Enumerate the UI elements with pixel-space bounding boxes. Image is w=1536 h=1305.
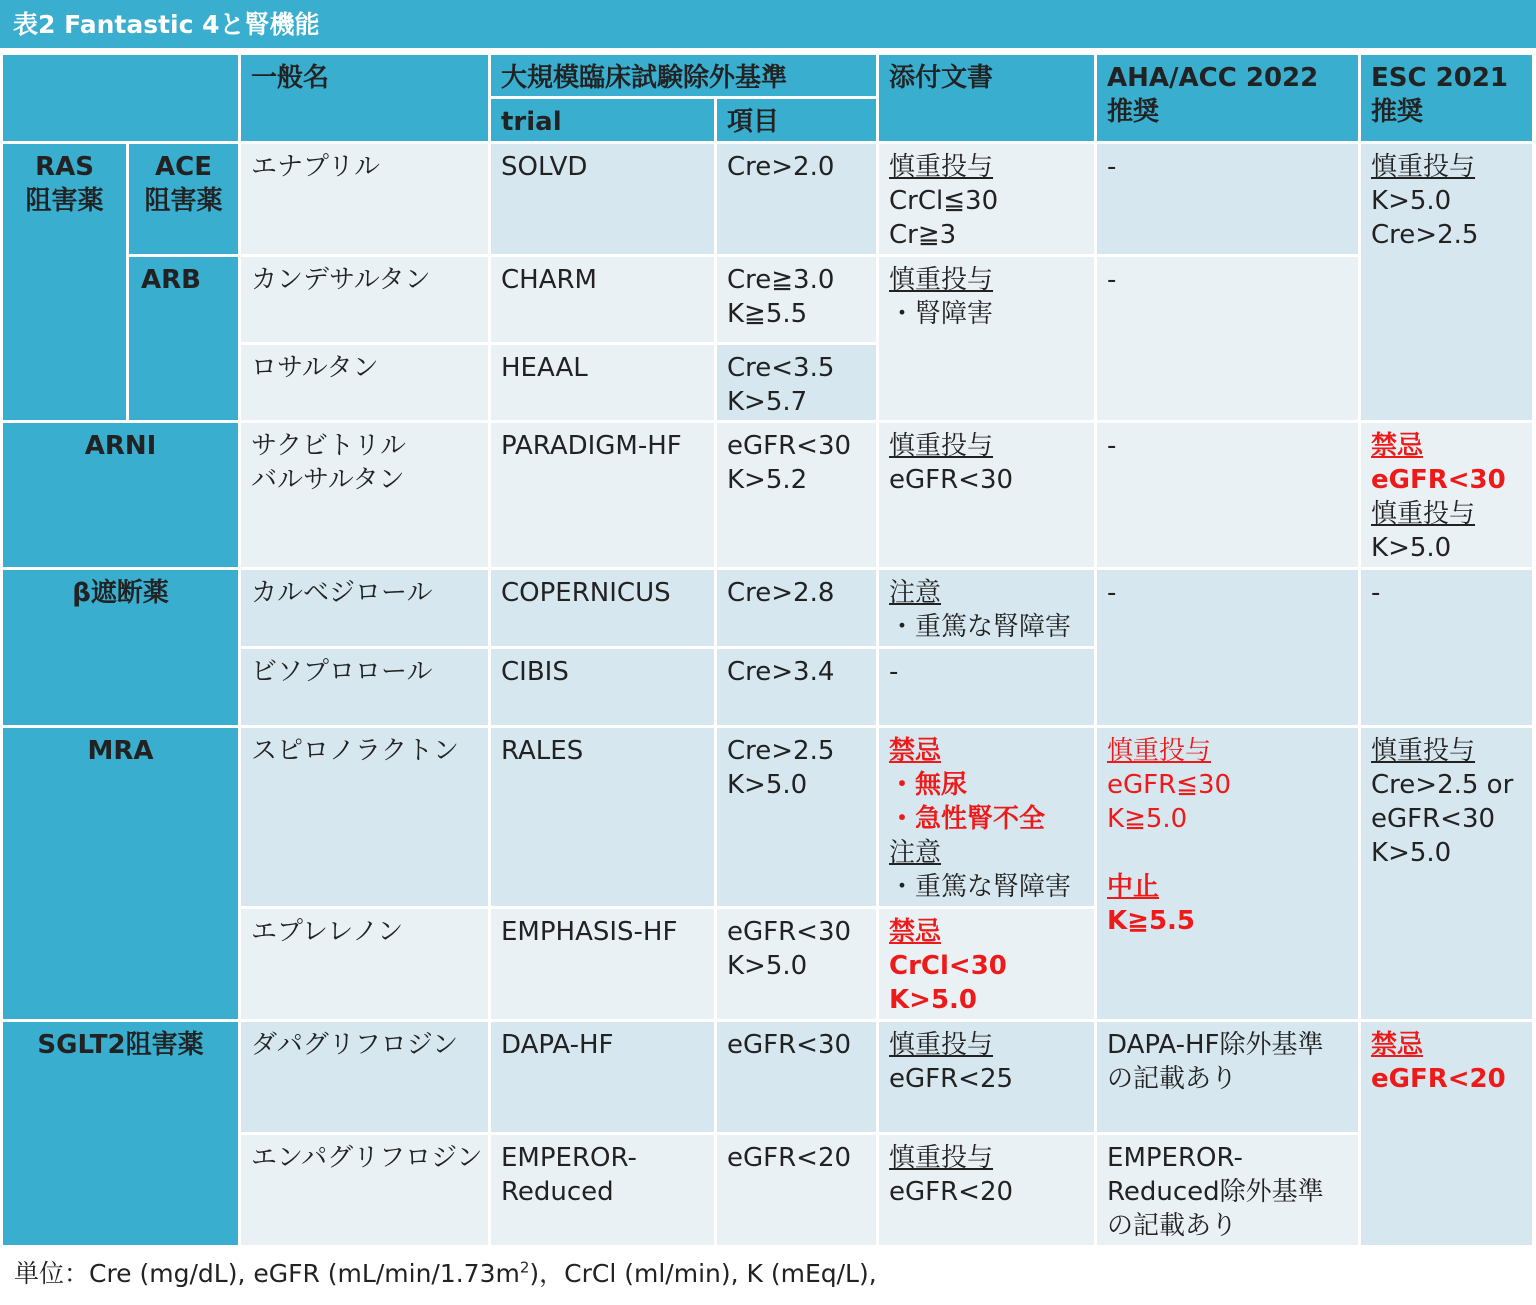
generic-eplerenone: エプレレノン — [240, 908, 490, 1021]
category-ras-line2: 阻害薬 — [25, 186, 104, 216]
label-spironolactone-contra: 禁忌 — [889, 736, 942, 766]
esc-mra-3: K>5.0 — [1371, 838, 1452, 868]
header-esc-line2: 推奨 — [1371, 97, 1424, 127]
item-bisoprolol — [716, 648, 878, 727]
esc-sacubitril — [1360, 422, 1534, 569]
label-candesartan-head: 慎重投与 — [889, 265, 994, 295]
label-sacubitril-1: eGFR<30 — [889, 465, 1014, 495]
esc-sglt2-contra: 禁忌 — [1371, 1030, 1424, 1060]
generic-sacubitril-2: バルサルタン — [251, 465, 405, 495]
category-ace-line2: 阻害薬 — [144, 186, 223, 216]
esc-beta: - — [1360, 569, 1534, 727]
aha-beta: - — [1096, 569, 1360, 727]
aha-mra-spacer — [1107, 836, 1348, 870]
esc-sacubitril-contra: 禁忌 — [1371, 431, 1424, 461]
trial-carvedilol: COPERNICUS — [490, 569, 716, 648]
drug-kidney-table — [0, 52, 1535, 1248]
item-spironolactone-2: K>5.0 — [727, 770, 808, 800]
label-candesartan-1: ・腎障害 — [889, 299, 994, 329]
header-label: 添付文書 — [878, 54, 1096, 143]
aha-empagliflozin-2: Reduced除外基準 — [1107, 1177, 1324, 1207]
item-sacubitril — [716, 422, 878, 569]
header-aha — [1096, 54, 1360, 143]
trial-eplerenone: EMPHASIS-HF — [490, 908, 716, 1021]
esc-sacubitril-1: K>5.0 — [1371, 533, 1452, 563]
aha-empagliflozin — [1096, 1134, 1360, 1247]
item-carvedilol — [716, 569, 878, 648]
trial-empagliflozin-2: Reduced — [501, 1177, 614, 1207]
aha-dapagliflozin — [1096, 1021, 1360, 1134]
category-beta: β遮断薬 — [2, 569, 240, 727]
item-losartan — [716, 344, 878, 422]
generic-spironolactone: スピロノラクトン — [240, 727, 490, 908]
item-losartan-2: K>5.7 — [727, 387, 808, 417]
label-enalapril-2: Cr≧3 — [889, 220, 957, 250]
label-spironolactone — [878, 727, 1096, 908]
trial-sacubitril: PARADIGM-HF — [490, 422, 716, 569]
label-enalapril-head: 慎重投与 — [889, 152, 994, 182]
header-esc-line1: ESC 2021 — [1371, 63, 1508, 93]
item-eplerenone-1: eGFR<30 — [727, 917, 852, 947]
label-carvedilol-head: 注意 — [889, 578, 942, 608]
aha-empagliflozin-1: EMPEROR- — [1107, 1143, 1243, 1173]
item-eplerenone-2: K>5.0 — [727, 951, 808, 981]
esc-mra-2: eGFR<30 — [1371, 804, 1496, 834]
header-aha-line1: AHA/ACC 2022 — [1107, 63, 1319, 93]
item-dapagliflozin-1: eGFR<30 — [727, 1030, 852, 1060]
item-enalapril — [716, 143, 878, 256]
generic-enalapril: エナプリル — [240, 143, 490, 256]
label-arb — [878, 256, 1096, 422]
label-enalapril — [878, 143, 1096, 256]
category-arb: ARB — [128, 256, 240, 422]
trial-losartan: HEAAL — [490, 344, 716, 422]
item-eplerenone — [716, 908, 878, 1021]
trial-enalapril: SOLVD — [490, 143, 716, 256]
aha-mra — [1096, 727, 1360, 1021]
label-dapagliflozin-head: 慎重投与 — [889, 1030, 994, 1060]
units-footnote — [14, 1254, 877, 1290]
category-ras-line1: RAS — [35, 152, 94, 182]
label-carvedilol-1: ・重篤な腎障害 — [889, 612, 1072, 642]
generic-dapagliflozin: ダパグリフロジン — [240, 1021, 490, 1134]
aha-mra-stop-head: 中止 — [1107, 872, 1160, 902]
footnote-sup: 2 — [519, 1258, 530, 1277]
header-generic: 一般名 — [240, 54, 490, 143]
header-item: 項目 — [716, 98, 878, 143]
label-carvedilol — [878, 569, 1096, 648]
esc-mra-head: 慎重投与 — [1371, 736, 1476, 766]
esc-sglt2 — [1360, 1021, 1534, 1247]
label-spironolactone-contra-1: ・無尿 — [889, 770, 968, 800]
category-ace-line1: ACE — [155, 152, 212, 182]
generic-sacubitril-1: サクビトリル — [251, 431, 406, 461]
trial-spironolactone: RALES — [490, 727, 716, 908]
aha-sacubitril: - — [1096, 422, 1360, 569]
trial-empagliflozin — [490, 1134, 716, 1247]
item-bisoprolol-1: Cre>3.4 — [727, 657, 835, 687]
item-enalapril-1: Cre>2.0 — [727, 152, 835, 182]
category-ace — [128, 143, 240, 256]
trial-empagliflozin-1: EMPEROR- — [501, 1143, 637, 1173]
item-dapagliflozin — [716, 1021, 878, 1134]
esc-sglt2-contra-value: eGFR<20 — [1371, 1064, 1506, 1094]
esc-sacubitril-contra-value: eGFR<30 — [1371, 465, 1506, 495]
header-esc — [1360, 54, 1534, 143]
category-arni: ARNI — [2, 422, 240, 569]
aha-mra-2: K≧5.0 — [1107, 804, 1188, 834]
generic-empagliflozin: エンパグリフロジン — [240, 1134, 490, 1247]
table-title: 表2 Fantastic 4と腎機能 — [0, 0, 1536, 48]
item-empagliflozin-1: eGFR<20 — [727, 1143, 852, 1173]
trial-candesartan: CHARM — [490, 256, 716, 344]
header-aha-line2: 推奨 — [1107, 97, 1160, 127]
label-spironolactone-head: 注意 — [889, 838, 942, 868]
aha-dapagliflozin-2: の記載あり — [1107, 1064, 1238, 1094]
category-mra: MRA — [2, 727, 240, 1021]
trial-bisoprolol: CIBIS — [490, 648, 716, 727]
generic-candesartan: カンデサルタン — [240, 256, 490, 344]
item-candesartan-1: Cre≧3.0 — [727, 265, 835, 295]
label-dapagliflozin — [878, 1021, 1096, 1134]
item-sacubitril-1: eGFR<30 — [727, 431, 852, 461]
aha-mra-1: eGFR≦30 — [1107, 770, 1232, 800]
header-trials-group: 大規模臨床試験除外基準 — [490, 54, 878, 98]
aha-mra-head: 慎重投与 — [1107, 736, 1212, 766]
item-candesartan — [716, 256, 878, 344]
generic-sacubitril — [240, 422, 490, 569]
label-enalapril-1: CrCl≦30 — [889, 186, 999, 216]
footnote-suffix: )，CrCl (ml/min), K (mEq/L), — [529, 1259, 877, 1288]
aha-empagliflozin-3: の記載あり — [1107, 1211, 1238, 1241]
label-empagliflozin-1: eGFR<20 — [889, 1177, 1014, 1207]
label-eplerenone-contra-1: CrCl<30 — [889, 951, 1007, 981]
label-empagliflozin-head: 慎重投与 — [889, 1143, 994, 1173]
esc-ras — [1360, 143, 1534, 422]
generic-carvedilol: カルベジロール — [240, 569, 490, 648]
aha-dapagliflozin-1: DAPA-HF除外基準 — [1107, 1030, 1324, 1060]
header-trial: trial — [490, 98, 716, 143]
item-spironolactone-1: Cre>2.5 — [727, 736, 835, 766]
esc-ras-2: Cre>2.5 — [1371, 220, 1479, 250]
category-sglt2: SGLT2阻害薬 — [2, 1021, 240, 1247]
label-spironolactone-contra-2: ・急性腎不全 — [889, 804, 1046, 834]
footnote-prefix: 単位：Cre (mg/dL), eGFR (mL/min/1.73m — [14, 1259, 520, 1288]
label-dapagliflozin-1: eGFR<25 — [889, 1064, 1014, 1094]
header-corner — [2, 54, 240, 143]
aha-enalapril: - — [1096, 143, 1360, 256]
item-carvedilol-1: Cre>2.8 — [727, 578, 835, 608]
trial-dapagliflozin: DAPA-HF — [490, 1021, 716, 1134]
label-eplerenone — [878, 908, 1096, 1021]
item-candesartan-2: K≧5.5 — [727, 299, 808, 329]
item-empagliflozin — [716, 1134, 878, 1247]
label-spironolactone-1: ・重篤な腎障害 — [889, 872, 1072, 902]
label-sacubitril — [878, 422, 1096, 569]
label-sacubitril-head: 慎重投与 — [889, 431, 994, 461]
item-sacubitril-2: K>5.2 — [727, 465, 808, 495]
aha-arb: - — [1096, 256, 1360, 422]
item-losartan-1: Cre<3.5 — [727, 353, 835, 383]
generic-bisoprolol: ビソプロロール — [240, 648, 490, 727]
label-empagliflozin — [878, 1134, 1096, 1247]
esc-mra-1: Cre>2.5 or — [1371, 770, 1514, 800]
label-eplerenone-contra-2: K>5.0 — [889, 985, 978, 1015]
esc-mra — [1360, 727, 1534, 1021]
generic-losartan: ロサルタン — [240, 344, 490, 422]
aha-mra-stop-value: K≧5.5 — [1107, 906, 1196, 936]
esc-ras-1: K>5.0 — [1371, 186, 1452, 216]
category-ras — [2, 143, 128, 422]
label-eplerenone-contra: 禁忌 — [889, 917, 942, 947]
esc-ras-head: 慎重投与 — [1371, 152, 1476, 182]
esc-sacubitril-head: 慎重投与 — [1371, 499, 1476, 529]
label-bisoprolol: - — [878, 648, 1096, 727]
item-spironolactone — [716, 727, 878, 908]
